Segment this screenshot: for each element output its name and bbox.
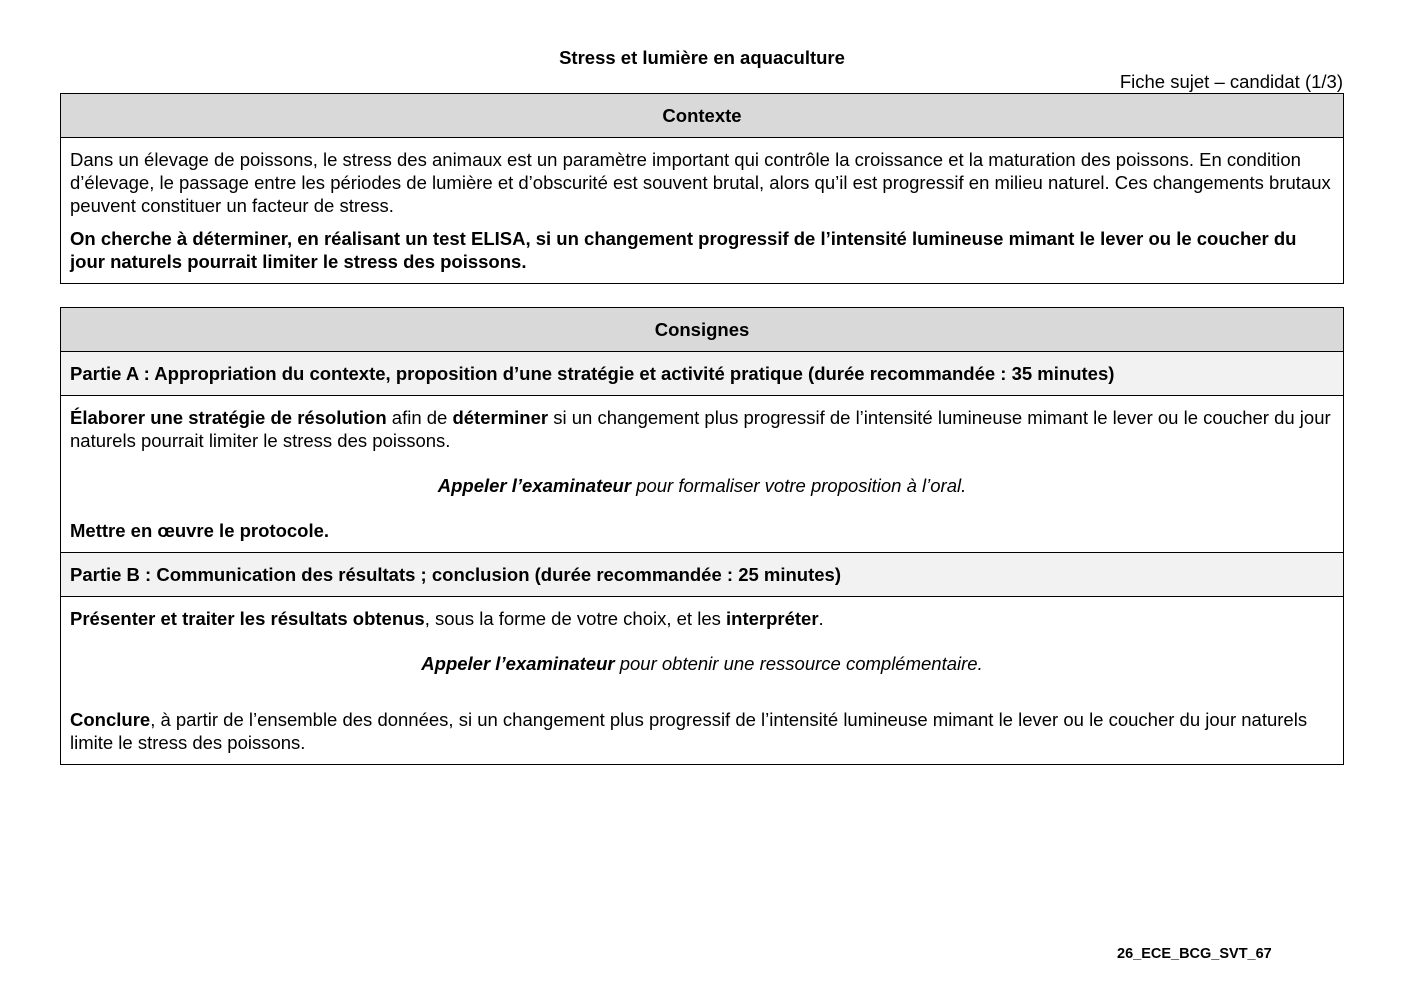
context-objective: [70, 227, 1334, 273]
consignes-heading: Consignes: [61, 308, 1343, 352]
context-body: [61, 138, 1343, 283]
part-b-instruction: [70, 607, 1334, 630]
part-b-bold-1: Présenter et traiter les résultats obtenus: [70, 608, 425, 629]
part-b-conclude-bold: Conclure: [70, 709, 151, 730]
part-a-implement-text: Mettre en œuvre le protocole.: [70, 520, 330, 541]
context-paragraph: Dans un élevage de poissons, le stress des animaux est un paramètre important qui contrôle la croissance et la maturation des poissons. En condition d’élevage, le passage entre les périodes de lumière et d’obscurité est souvent brutal, alors qu’il est progressif en milieu naturel. Ces changements brutaux peuvent constituer un facteur de stress.: [70, 149, 1331, 216]
context-objective-text: On cherche à déterminer, en réalisant un test ELISA, si un changement progressif de l’intensité lumineuse mimant le lever ou le coucher du jour naturels pourrait limiter le stress des poissons.: [70, 228, 1297, 272]
part-a-text-1: afin de: [386, 407, 453, 428]
part-b-title: Partie B : Communication des résultats ; conclusion (durée recommandée : 25 minutes): [61, 552, 1343, 597]
part-b-conclusion: [70, 708, 1334, 754]
context-box: [60, 93, 1344, 284]
part-a-title: Partie A : Appropriation du contexte, proposition d’une stratégie et activité pratique (durée recommandée : 35 minutes): [61, 352, 1343, 396]
consignes-box: [60, 307, 1344, 765]
document-subtitle: Fiche sujet – candidat (1/3): [1119, 71, 1343, 92]
part-a-body: [61, 396, 1343, 552]
part-a-bold-1: Élaborer une stratégie de résolution: [70, 407, 387, 428]
part-b-body: [61, 597, 1343, 764]
part-a-instruction: [70, 406, 1334, 452]
part-a-call-text: pour formaliser votre proposition à l’oral.: [631, 475, 967, 496]
context-heading: Contexte: [61, 94, 1343, 138]
document-code: 26_ECE_BCG_SVT_67: [1117, 946, 1272, 962]
part-b-bold-2: interpréter: [726, 608, 819, 629]
part-b-conclude-text: , à partir de l’ensemble des données, si un changement plus progressif de l’intensité lumineuse mimant le lever ou le coucher du jour naturels limite le stress des poissons.: [70, 709, 1308, 753]
part-b-text-1: , sous la forme de votre choix, et les: [424, 608, 726, 629]
part-a-call-examiner: [70, 474, 1334, 497]
part-a-text-2: si un changement plus progressif de l’intensité lumineuse mimant le lever ou le coucher du jour naturels pourrait limiter le stress des poissons.: [70, 407, 1331, 451]
part-b-text-2: .: [818, 608, 824, 629]
part-a-implement: [70, 519, 1334, 542]
document-title: Stress et lumière en aquaculture: [559, 47, 845, 68]
part-a-bold-2: déterminer: [452, 407, 549, 428]
part-b-call-bold: Appeler l’examinateur: [421, 653, 615, 674]
part-b-call-examiner: [70, 652, 1334, 675]
part-b-call-text: pour obtenir une ressource complémentaire.: [614, 653, 983, 674]
part-a-call-bold: Appeler l’examinateur: [437, 475, 632, 496]
